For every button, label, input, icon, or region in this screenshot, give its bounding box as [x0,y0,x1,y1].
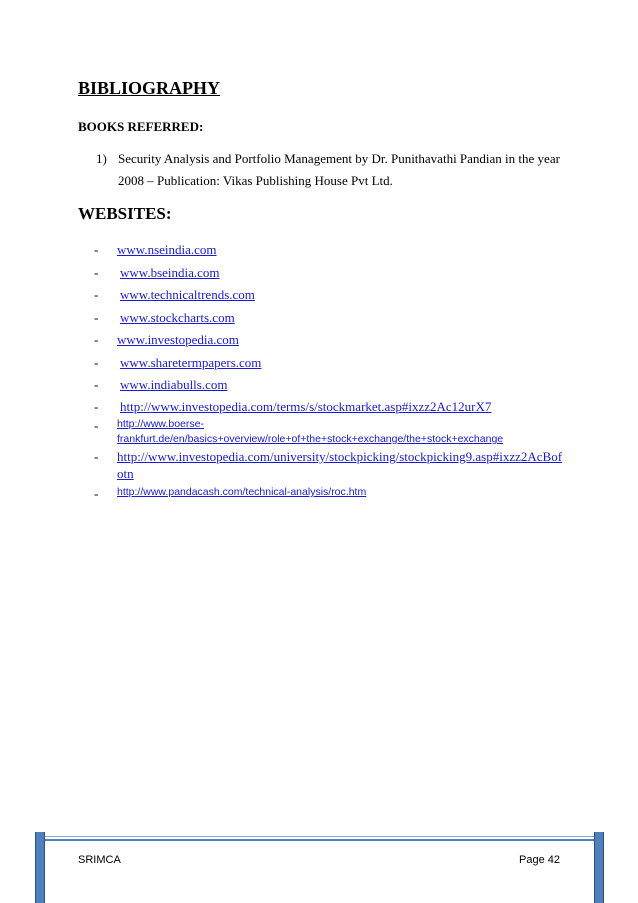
book-entry-line-1: Security Analysis and Portfolio Management by Dr. Punithavathi Pandian in the year [118,151,560,166]
website-link[interactable]: www.sharetermpapers.com [120,355,262,370]
footer-left-bar [35,832,45,903]
list-bullet: - [94,399,99,414]
list-bullet: - [94,418,99,433]
page-number: Page 42 [519,854,560,866]
website-link[interactable]: www.indiabulls.com [120,377,228,392]
website-link-line-1[interactable]: http://www.investopedia.com/university/stockpicking/stockpicking9.asp#ixzz2AcBof [117,449,563,464]
websites-heading: WEBSITES: [78,204,172,223]
list-bullet: - [94,242,99,257]
website-link-line-2[interactable]: frankfurt.de/en/basics+overview/role+of+the+stock+exchange/the+stock+exchange [117,433,504,445]
footer-right-bar [594,832,604,903]
website-link[interactable]: www.bseindia.com [120,265,220,280]
website-link[interactable]: http://www.pandacash.com/technical-analysis/roc.htm [117,486,367,498]
website-link-line-2[interactable]: otn [117,466,134,481]
list-bullet: - [94,486,99,501]
list-bullet: - [94,287,99,302]
books-heading: BOOKS REFERRED: [78,119,204,134]
website-link[interactable]: www.investopedia.com [117,332,239,347]
footer-rule [40,839,598,841]
website-link[interactable]: www.nseindia.com [117,242,217,257]
website-link[interactable]: http://www.investopedia.com/terms/s/stockmarket.asp#ixzz2Ac12urX7 [120,399,492,414]
book-entry-line-2: 2008 – Publication: Vikas Publishing House Pvt Ltd. [118,173,393,188]
website-link[interactable]: www.technicaltrends.com [120,287,255,302]
footer-rule-thin [40,836,598,837]
page-title: BIBLIOGRAPHY [78,78,221,98]
list-bullet: - [94,355,99,370]
list-bullet: - [94,310,99,325]
list-bullet: - [94,265,99,280]
website-link[interactable]: www.stockcharts.com [120,310,235,325]
website-link-line-1[interactable]: http://www.boerse- [117,418,204,430]
list-bullet: - [94,377,99,392]
footer-org: SRIMCA [78,854,121,866]
list-bullet: - [94,449,99,464]
book-number: 1) [96,151,107,166]
list-bullet: - [94,332,99,347]
